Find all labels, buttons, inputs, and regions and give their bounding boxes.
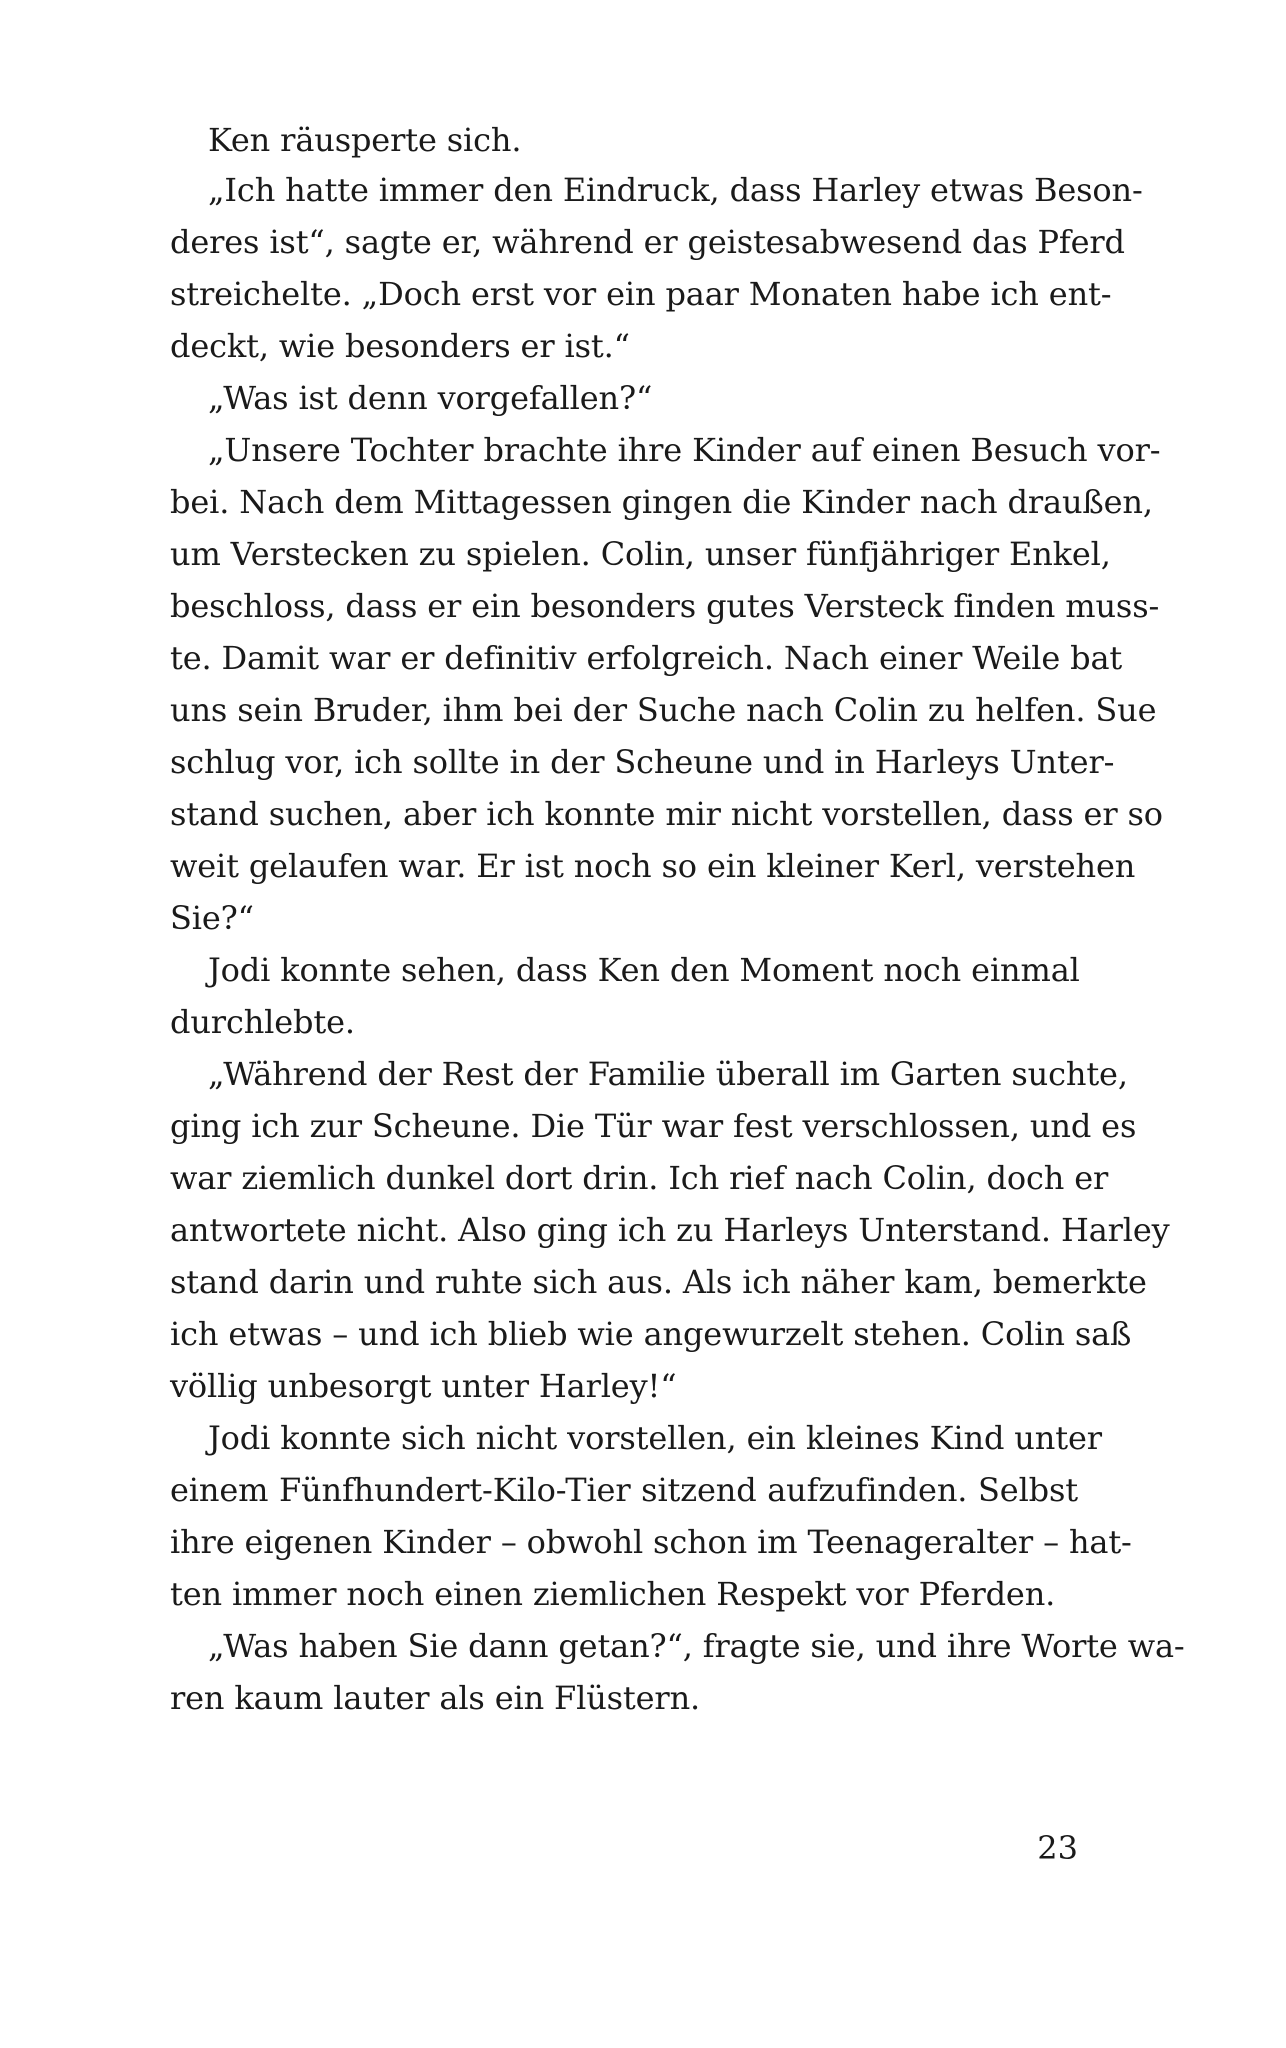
text-line: uns sein Bruder, ihm bei der Suche nach Colin zu helfen. Sue <box>170 691 1157 729</box>
text-line: „Ich hatte immer den Eindruck, dass Harley etwas Beson- <box>208 171 1143 209</box>
text-line: deckt, wie besonders er ist.“ <box>170 327 630 365</box>
text-line: um Verstecken zu spielen. Colin, unser fünfjähriger Enkel, <box>170 535 1111 573</box>
text-line: war ziemlich dunkel dort drin. Ich rief nach Colin, doch er <box>170 1159 1109 1197</box>
text-line: Ken räusperte sich. <box>208 121 522 159</box>
text-line: durchlebte. <box>170 1003 355 1041</box>
text-line: antwortete nicht. Also ging ich zu Harleys Unterstand. Harley <box>170 1211 1170 1249</box>
text-line: schlug vor, ich sollte in der Scheune und in Harleys Unter- <box>170 743 1115 781</box>
text-line: Jodi konnte sich nicht vorstellen, ein kleines Kind unter <box>208 1419 1102 1457</box>
text-line: stand suchen, aber ich konnte mir nicht vorstellen, dass er so <box>170 795 1163 833</box>
text-line: ren kaum lauter als ein Flüstern. <box>170 1679 701 1717</box>
text-line: völlig unbesorgt unter Harley!“ <box>170 1367 677 1405</box>
text-line: beschloss, dass er ein besonders gutes Versteck finden muss- <box>170 587 1160 625</box>
page-number: 23 <box>1037 1829 1078 1867</box>
text-line: ten immer noch einen ziemlichen Respekt vor Pferden. <box>170 1575 1056 1613</box>
text-line: einem Fünfhundert-Kilo-Tier sitzend aufzufinden. Selbst <box>170 1471 1078 1509</box>
text-line: ging ich zur Scheune. Die Tür war fest verschlossen, und es <box>170 1107 1137 1145</box>
text-line: „Was haben Sie dann getan?“, fragte sie, und ihre Worte wa- <box>208 1627 1185 1665</box>
text-line: „Unsere Tochter brachte ihre Kinder auf einen Besuch vor- <box>208 431 1161 469</box>
text-line: „Während der Rest der Familie überall im Garten suchte, <box>208 1055 1128 1093</box>
text-line: stand darin und ruhte sich aus. Als ich näher kam, bemerkte <box>170 1263 1147 1301</box>
text-line: ihre eigenen Kinder – obwohl schon im Teenageralter – hat- <box>170 1523 1132 1561</box>
text-line: te. Damit war er definitiv erfolgreich. Nach einer Weile bat <box>170 639 1123 677</box>
text-line: deres ist“, sagte er, während er geistesabwesend das Pferd <box>170 223 1125 261</box>
text-line: Jodi konnte sehen, dass Ken den Moment noch einmal <box>208 951 1080 989</box>
text-line: streichelte. „Doch erst vor ein paar Monaten habe ich ent- <box>170 275 1112 313</box>
text-line: weit gelaufen war. Er ist noch so ein kleiner Kerl, verstehen <box>170 847 1136 885</box>
text-line: „Was ist denn vorgefallen?“ <box>208 379 653 417</box>
text-line: bei. Nach dem Mittagessen gingen die Kinder nach draußen, <box>170 483 1153 521</box>
text-line: Sie?“ <box>170 899 254 937</box>
text-line: ich etwas – und ich blieb wie angewurzelt stehen. Colin saß <box>170 1315 1132 1353</box>
